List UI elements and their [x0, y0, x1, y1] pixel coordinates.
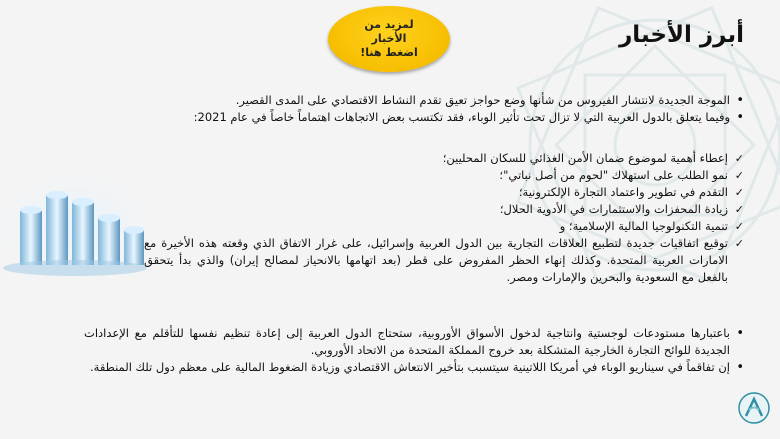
list-item: ✓ التقدم في تطوير واعتماد التجارة الإلكترونية؛	[144, 184, 744, 201]
list-item: ✓ إعطاء أهمية لموضوع ضمان الأمن الغذائي للسكان المحليين؛	[144, 150, 744, 167]
list-item: ✓ زيادة المحفزات والاستثمارات في الأدوية الحلال؛	[144, 201, 744, 218]
logo-icon	[738, 392, 770, 424]
list-item: ✓ تنمية التكنولوجيا المالية الإسلامية؛ و	[144, 218, 744, 235]
coins-image	[0, 170, 150, 280]
list-item: • وفيما يتعلق بالدول العربية التي لا تزال تحت تأثير الوباء، فقد تكتسب بعض الاتجاهات اهتماماً خاصاً في عام 2021:	[184, 109, 744, 126]
trends-check-list	[144, 150, 744, 286]
list-item: • إن تفاقماً في سيناريو الوباء في أمريكا اللاتينية سيتسبب بتأخير الانتعاش الاقتصادي وزيادة الضغوط المالية على معظم دول تلك المنطقة.	[84, 359, 744, 376]
list-item: ✓ نمو الطلب على استهلاك "لحوم من أصل نباتي"؛	[144, 167, 744, 184]
intro-section	[184, 92, 744, 126]
intro-bullet-list	[184, 92, 744, 126]
more-news-label-line1: لمزيد من	[364, 18, 414, 31]
list-item: • الموجة الجديدة لانتشار الفيروس من شأنها وضع حواجز تعيق تقدم النشاط الاقتصادي على المدى القصير.	[184, 92, 744, 109]
more-news-label-line2: الأخبار	[371, 32, 407, 45]
list-item: ✓ توقيع اتفاقيات جديدة لتطبيع العلاقات التجارية بين الدول العربية وإسرائيل، على غرار الاتفاق الذي وقعته هذه الأخيرة مع الامارات العربية المتحدة. وكذلك إنهاء الحظر المفروض على قطر (بعد اتهامها بالانحياز لمصالح إيران) والذي بدأ يتحقق بالفعل مع السعودية والبحرين والإمارات ومصر.	[144, 235, 744, 286]
list-item: • باعتبارها مستودعات لوجستية وانتاجية لدخول الأسواق الأوروبية، ستحتاج الدول العربية إلى إعادة تنظيم نفسها للتأقلم مع الإعدادات الجديدة للوائح التجارة الخارجية المتشكلة بعد خروج المملكة المتحدة من الاتحاد الأوروبي.	[84, 325, 744, 359]
more-news-button[interactable]	[328, 6, 450, 72]
slide-title: أبرز الأخبار	[619, 22, 744, 48]
more-news-label-line3: اضغط هنا!	[360, 46, 418, 59]
trends-section	[144, 150, 744, 286]
outlook-bullet-list	[84, 325, 744, 376]
outlook-section	[84, 325, 744, 376]
